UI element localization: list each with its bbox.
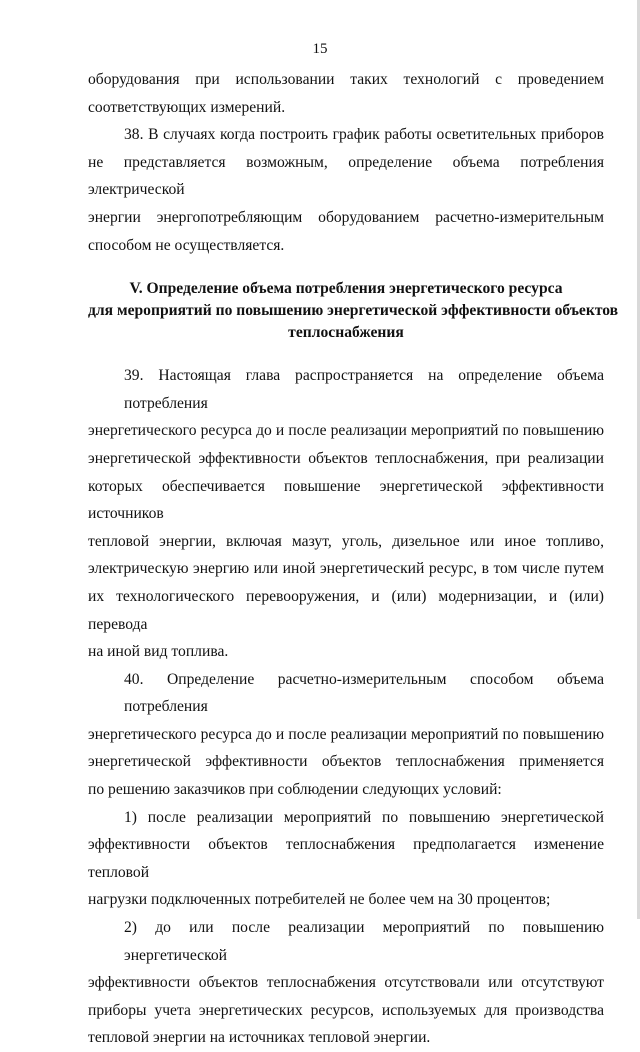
text-line: энергетического ресурса до и после реализации мероприятий по повышению xyxy=(88,422,604,440)
text-line: 39. Настоящая глава распространяется на определение объема потребления xyxy=(124,367,604,412)
text-line: эффективности объектов теплоснабжения отсутствовали или отсутствуют xyxy=(88,974,604,992)
text-line: тепловой энергии на источниках тепловой энергии. xyxy=(88,1029,431,1047)
text-line: 38. В случаях когда построить график работы осветительных приборов xyxy=(124,126,604,144)
condition-1 xyxy=(88,804,604,914)
paragraph-continuation xyxy=(88,66,604,121)
text-line: 2) до или после реализации мероприятий по повышению энергетической xyxy=(124,919,604,964)
text-line: энергетического ресурса до и после реализации мероприятий по повышению xyxy=(88,725,604,743)
heading-line: для мероприятий по повышению энергетической эффективности объектов xyxy=(88,302,619,320)
text-line: энергетической эффективности объектов теплоснабжения применяется xyxy=(88,753,604,771)
text-line: тепловой энергии, включая мазут, уголь, дизельное или иное топливо, xyxy=(88,532,604,550)
text-line: их технологического перевооружения, и (или) модернизации, и (или) перевода xyxy=(88,587,604,633)
page-number: 15 xyxy=(312,41,328,57)
paragraph-38 xyxy=(88,121,604,259)
text-line: 1) после реализации мероприятий по повышению энергетической xyxy=(124,808,604,826)
text-line: энергетической эффективности объектов теплоснабжения, при реализации xyxy=(88,449,604,467)
text-line: не представляется возможным, определение объема потребления электрической xyxy=(88,153,604,199)
text-line: нагрузки подключенных потребителей не более чем на 30 процентов; xyxy=(88,891,551,909)
text-line: способом не осуществляется. xyxy=(88,236,285,254)
document-body xyxy=(88,66,619,1052)
text-line: эффективности объектов теплоснабжения предполагается изменение тепловой xyxy=(88,836,604,881)
text-line: на иной вид топлива. xyxy=(88,643,229,661)
text-line: приборы учета энергетических ресурсов, используемых для производства xyxy=(88,1001,604,1019)
heading-line: теплоснабжения xyxy=(288,324,404,342)
text-line: по решению заказчиков при соблюдении следующих условий: xyxy=(88,781,502,799)
text-line: оборудования при использовании таких технологий с проведением xyxy=(88,71,604,88)
paragraph-40 xyxy=(88,666,604,804)
text-line: соответствующих измерений. xyxy=(88,98,286,116)
section-heading xyxy=(88,278,619,344)
condition-2 xyxy=(88,914,604,1052)
heading-line: V. Определение объема потребления энергетического ресурса xyxy=(129,280,563,298)
text-line: которых обеспечивается повышение энергетической эффективности источников xyxy=(88,477,604,523)
text-line: 40. Определение расчетно-измерительным способом объема потребления xyxy=(124,670,604,716)
text-line: энергии энергопотребляющим оборудованием расчетно-измерительным xyxy=(88,208,604,226)
text-line: электрическую энергию или иной энергетический ресурс, в том числе путем xyxy=(88,560,604,578)
paragraph-39 xyxy=(88,362,604,666)
